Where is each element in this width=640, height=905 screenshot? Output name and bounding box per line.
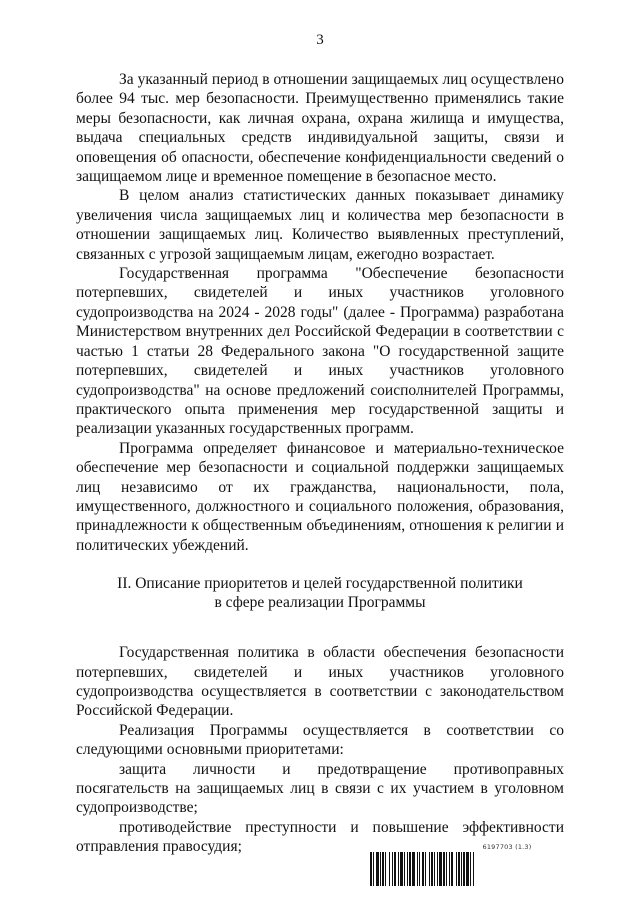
paragraph-state-policy: Государственная политика в области обеспечения безопасности потерпевших, свидетелей и иных участников уголовного судопроизводства осуществляется в соответствии с законодательством Российской Федерации. [76,644,564,720]
paragraph-priority-crime: противодействие преступности и повышение эффективности отправления правосудия; [76,818,564,856]
barcode-image [370,852,570,886]
page-number: 3 [316,32,324,48]
section-heading-line-2: в сфере реализации Программы [214,594,426,612]
paragraph-program-scope: Программа определяет финансовое и материально-техническое обеспечение мер безопасности и социальной поддержки защищаемых лиц независимо от их гражданства, национальности, пола, имущественного, должностного и социального положения, образования, принадлежности к общественным объединениям, отношения к религии и политических убеждений. [76,439,564,554]
document-body [76,70,564,857]
document-code: 6197703 (1.3) [482,843,532,851]
paragraph-statistics: В целом анализ статистических данных показывает динамику увеличения числа защищаемых лиц и количества мер безопасности в отношении защищаемых лиц. Количество выявленных преступлений, связанных с угрозой защищаемым лицам, ежегодно возрастает. [76,187,564,263]
paragraph-security-measures: За указанный период в отношении защищаемых лиц осуществлено более 94 тыс. мер безопасности. Преимущественно применялись такие меры безопасности, как личная охрана, охрана жилища и имущества, выдача специальных средств индивидуальной защиты, связи и оповещения об опасности, обеспечение конфиденциальности сведений о защищаемом лице и временное помещение в безопасное место. [76,71,564,186]
section-heading [76,574,564,612]
paragraph-priority-protection: защита личности и предотвращение противоправных посягательств на защищаемых лиц в связи с их участием в уголовном судопроизводстве; [76,760,564,817]
barcode-gap [474,852,476,886]
paragraph-priorities-intro: Реализация Программы осуществляется в соответствии со следующими основными приоритетами: [76,721,564,759]
paragraph-program-origin: Государственная программа "Обеспечение безопасности потерпевших, свидетелей и иных участников уголовного судопроизводства на 2024 - 2028 годы" (далее - Программа) разработана Министерством внутренних дел Российской Федерации в соответствии с частью 1 статьи 28 Федерального закона "О государственной защите потерпевших, свидетелей и иных участников уголовного судопроизводства" на основе предложений соисполнителей Программы, практического опыта применения мер государственной защиты и реализации указанных государственных программ. [76,265,564,438]
section-heading-line-1: II. Описание приоритетов и целей государственной политики [117,575,523,593]
